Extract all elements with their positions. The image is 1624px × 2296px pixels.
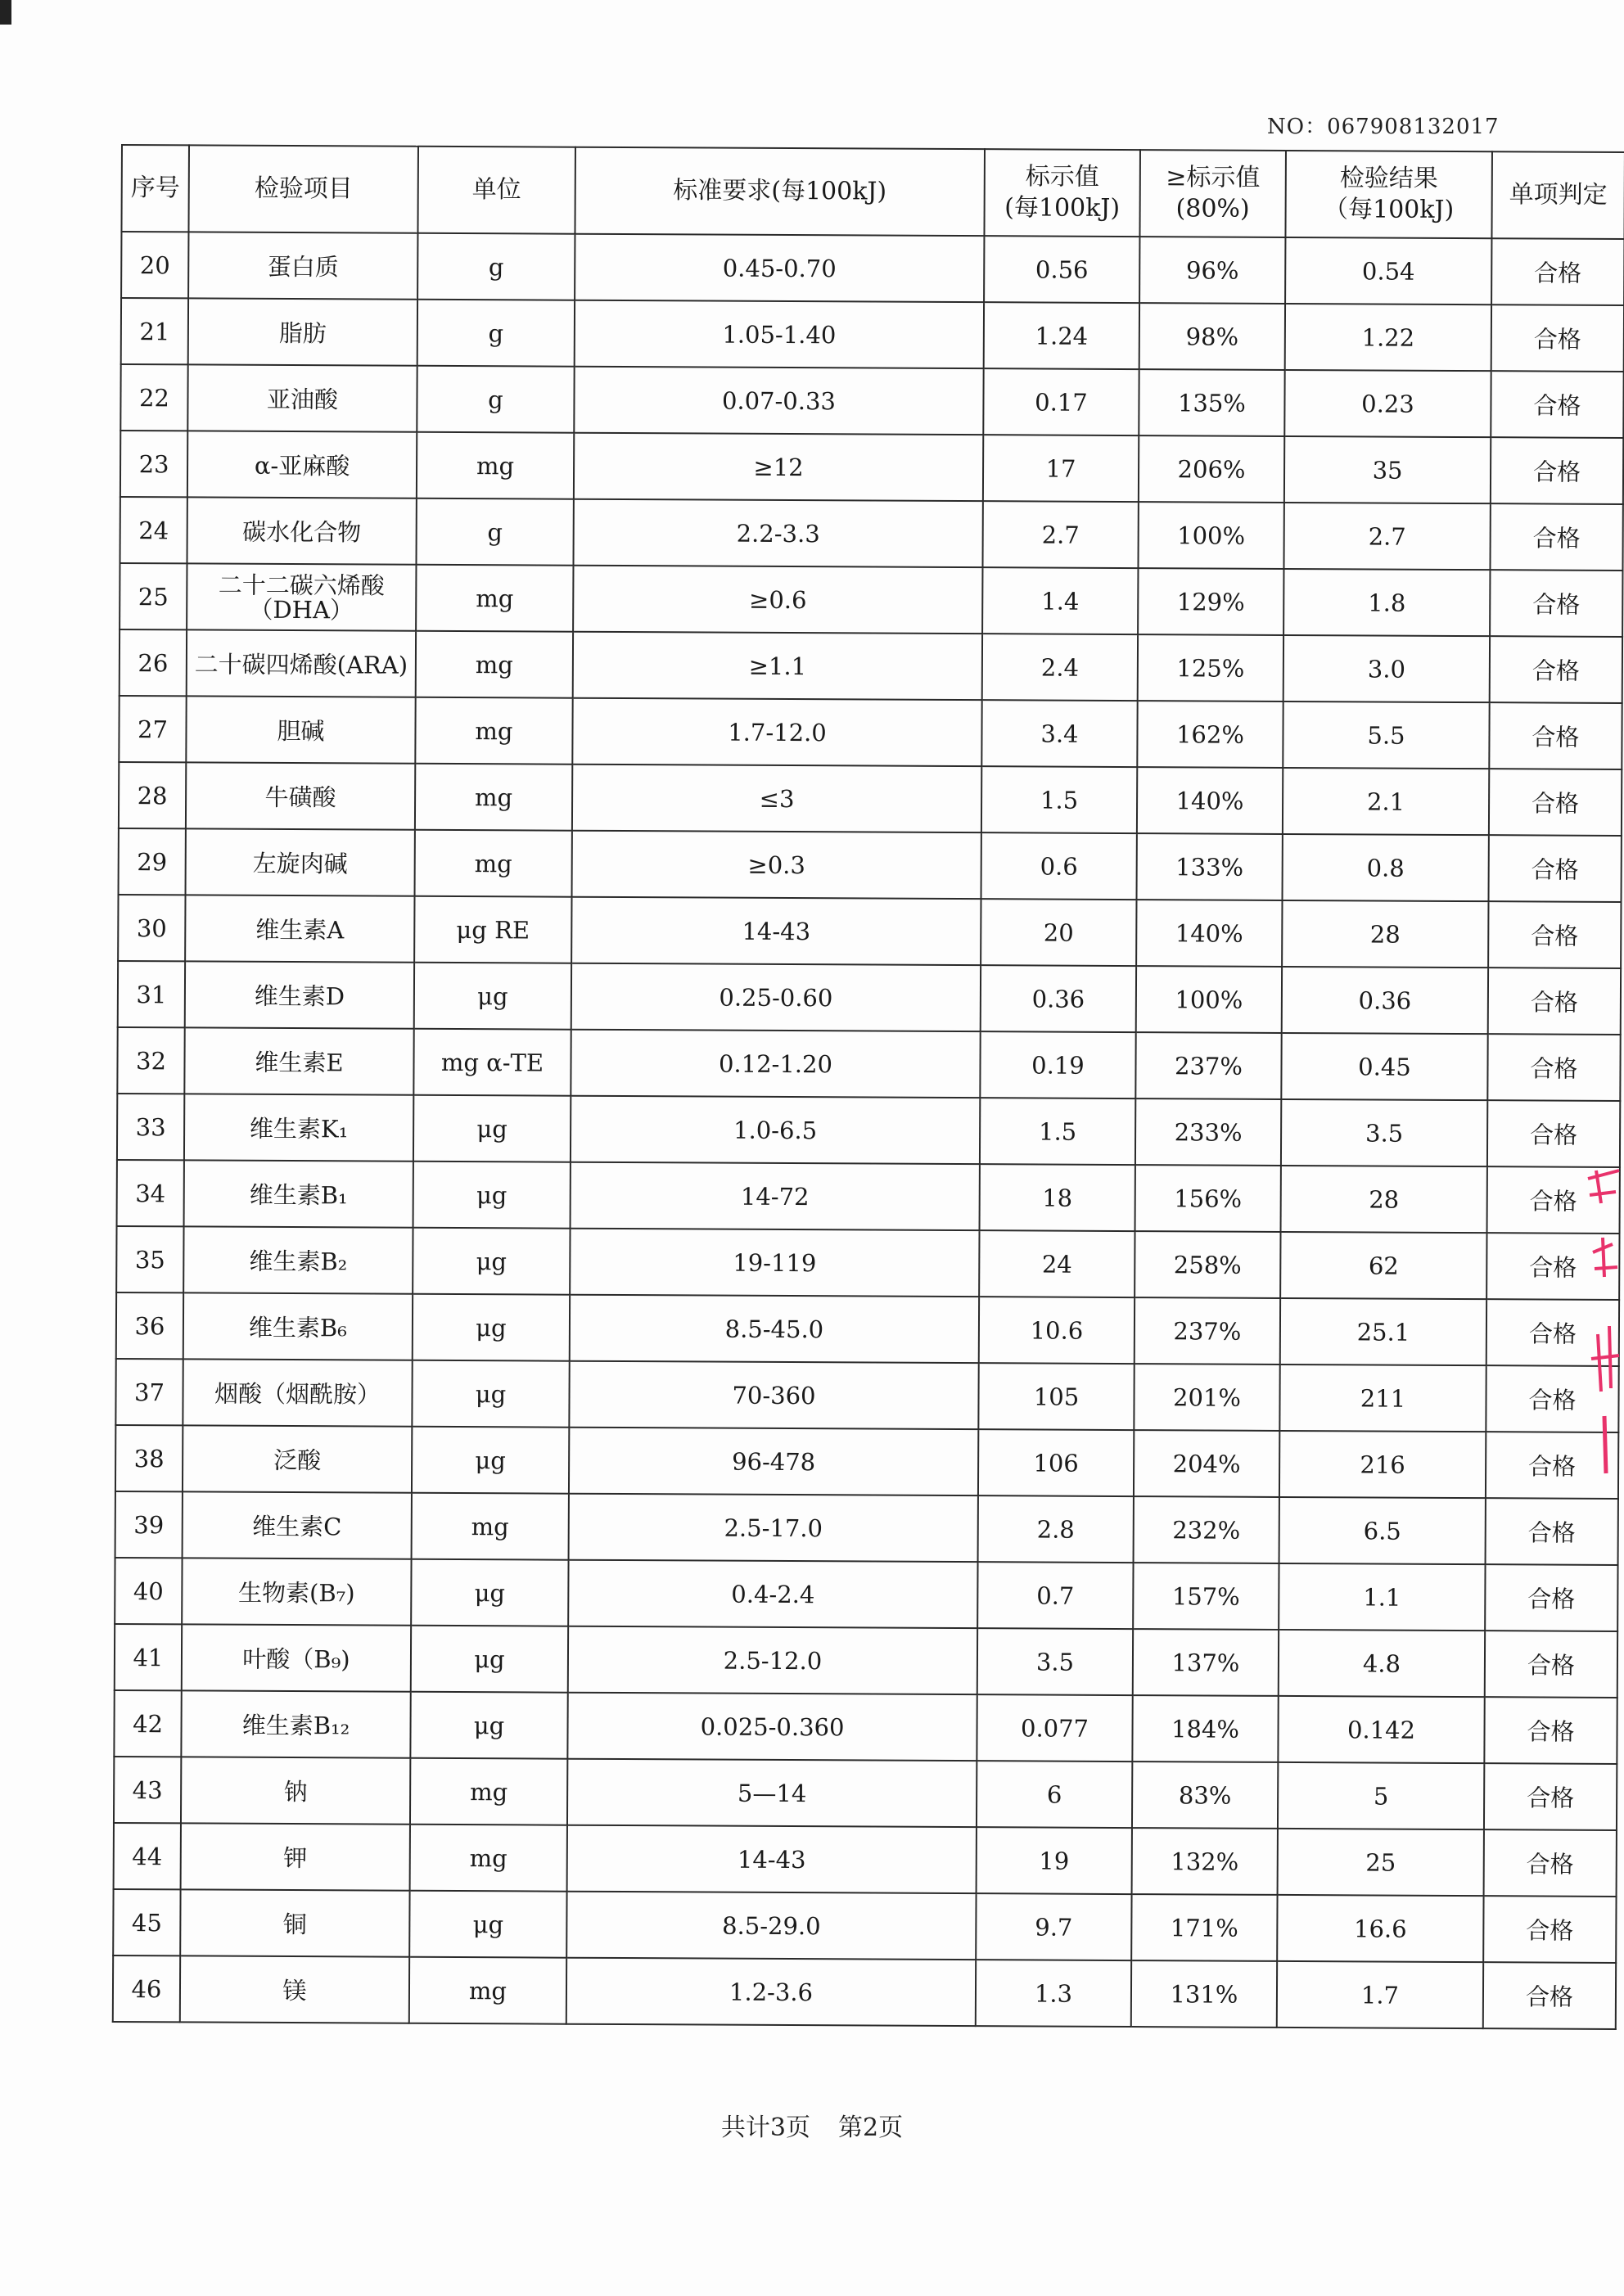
cell-unit: μg bbox=[413, 1095, 571, 1162]
cell-label-value: 0.6 bbox=[981, 832, 1137, 900]
table-row bbox=[121, 298, 1624, 372]
cell-pct: 157% bbox=[1133, 1563, 1279, 1630]
cell-result: 25.1 bbox=[1280, 1298, 1486, 1365]
cell-label-value: 0.17 bbox=[983, 368, 1139, 435]
table-row bbox=[120, 629, 1622, 703]
cell-verdict: 合格 bbox=[1487, 1034, 1620, 1101]
cell-seq: 43 bbox=[114, 1757, 181, 1823]
table-row bbox=[118, 895, 1621, 968]
cell-verdict: 合格 bbox=[1488, 901, 1621, 968]
cell-pct: 237% bbox=[1135, 1297, 1280, 1365]
header-label-value: 标示值 (每100kJ) bbox=[984, 149, 1140, 237]
cell-result: 0.45 bbox=[1281, 1033, 1487, 1100]
cell-unit: μg bbox=[409, 1891, 566, 1958]
cell-unit: μg bbox=[411, 1626, 568, 1693]
cell-item: 碳水化合物 bbox=[187, 497, 416, 564]
cell-label-value: 1.24 bbox=[984, 302, 1139, 369]
cell-pct: 100% bbox=[1138, 502, 1283, 569]
table-row bbox=[115, 1558, 1617, 1631]
table-row bbox=[118, 961, 1621, 1035]
cell-item: α-亚麻酸 bbox=[187, 431, 417, 498]
cell-label-value: 3.4 bbox=[981, 700, 1137, 767]
header-result: 检验结果 （每100kJ) bbox=[1285, 151, 1492, 238]
table-header-row bbox=[121, 145, 1624, 239]
cell-standard: 0.45-0.70 bbox=[575, 234, 984, 302]
cell-label-value: 2.4 bbox=[982, 634, 1138, 701]
cell-pct: 156% bbox=[1135, 1165, 1281, 1232]
cell-verdict: 合格 bbox=[1484, 1697, 1617, 1764]
cell-pct: 133% bbox=[1137, 833, 1283, 900]
cell-standard: 0.07-0.33 bbox=[574, 367, 983, 435]
cell-result: 0.36 bbox=[1282, 967, 1488, 1034]
cell-verdict: 合格 bbox=[1488, 835, 1621, 902]
cell-result: 1.7 bbox=[1277, 1961, 1483, 2028]
cell-unit: μg RE bbox=[414, 896, 571, 963]
cell-standard: 14-43 bbox=[571, 897, 981, 965]
cell-verdict: 合格 bbox=[1486, 1233, 1619, 1300]
cell-label-value: 0.36 bbox=[981, 965, 1136, 1032]
cell-unit: g bbox=[417, 366, 574, 433]
cell-label-value: 18 bbox=[980, 1164, 1135, 1231]
cell-label-value: 17 bbox=[983, 435, 1139, 502]
cell-label-value: 1.5 bbox=[980, 1098, 1135, 1165]
cell-label-value: 0.077 bbox=[977, 1694, 1132, 1761]
cell-label-value: 0.7 bbox=[977, 1562, 1133, 1629]
cell-label-value: 6 bbox=[977, 1761, 1132, 1828]
cell-standard: ≥0.6 bbox=[573, 566, 982, 634]
cell-seq: 45 bbox=[113, 1889, 180, 1955]
cell-standard: ≥1.1 bbox=[573, 632, 982, 700]
cell-unit: mg bbox=[415, 697, 572, 765]
header-unit: 单位 bbox=[417, 147, 575, 234]
table-row bbox=[114, 1690, 1617, 1764]
cell-result: 62 bbox=[1280, 1232, 1486, 1299]
table-row bbox=[119, 828, 1622, 902]
cell-item: 蛋白质 bbox=[188, 232, 417, 299]
cell-label-value: 19 bbox=[977, 1827, 1132, 1894]
cell-result: 5.5 bbox=[1283, 701, 1489, 769]
cell-item: 镁 bbox=[180, 1955, 409, 2023]
cell-unit: g bbox=[417, 233, 575, 300]
cell-result: 35 bbox=[1284, 436, 1491, 503]
cell-unit: μg bbox=[411, 1559, 568, 1626]
cell-seq: 42 bbox=[114, 1690, 181, 1757]
cell-pct: 131% bbox=[1131, 1960, 1277, 2028]
cell-verdict: 合格 bbox=[1485, 1564, 1617, 1631]
cell-seq: 37 bbox=[115, 1359, 183, 1425]
cell-seq: 25 bbox=[120, 563, 187, 629]
cell-standard: 96-478 bbox=[569, 1428, 978, 1495]
cell-unit: mg bbox=[417, 432, 574, 499]
cell-seq: 22 bbox=[120, 364, 187, 431]
cell-standard: 8.5-29.0 bbox=[566, 1892, 976, 1960]
cell-standard: ≤3 bbox=[572, 765, 981, 832]
table-row bbox=[114, 1823, 1617, 1897]
cell-result: 211 bbox=[1279, 1365, 1486, 1432]
cell-verdict: 合格 bbox=[1487, 1166, 1620, 1234]
cell-unit: g bbox=[417, 300, 575, 367]
cell-unit: μg bbox=[413, 1294, 570, 1361]
cell-result: 0.142 bbox=[1278, 1696, 1484, 1763]
cell-label-value: 3.5 bbox=[977, 1628, 1133, 1695]
table-row bbox=[121, 232, 1624, 305]
cell-result: 216 bbox=[1279, 1431, 1486, 1498]
cell-unit: g bbox=[416, 498, 573, 566]
cell-item: 二十二碳六烯酸 （DHA） bbox=[187, 563, 416, 630]
table-row bbox=[117, 1027, 1620, 1101]
cell-item: 维生素A bbox=[185, 895, 414, 962]
cell-seq: 32 bbox=[117, 1027, 184, 1094]
cell-label-value: 2.7 bbox=[982, 501, 1138, 568]
table-body bbox=[113, 232, 1624, 2029]
cell-seq: 34 bbox=[117, 1160, 184, 1226]
cell-standard: 2.5-17.0 bbox=[569, 1494, 978, 1562]
table-row bbox=[116, 1292, 1619, 1366]
cell-label-value: 0.19 bbox=[980, 1031, 1135, 1098]
cell-standard: ≥0.3 bbox=[572, 831, 981, 899]
total-pages: 共计3页 bbox=[720, 2113, 810, 2142]
cell-unit: mg bbox=[415, 830, 572, 897]
header-item: 检验项目 bbox=[188, 145, 418, 232]
cell-verdict: 合格 bbox=[1486, 1299, 1619, 1366]
cell-label-value: 10.6 bbox=[979, 1297, 1135, 1364]
cell-label-value: 1.3 bbox=[976, 1960, 1131, 2027]
cell-pct: 137% bbox=[1133, 1629, 1279, 1696]
cell-standard: 0.4-2.4 bbox=[568, 1560, 977, 1628]
cell-pct: 184% bbox=[1132, 1695, 1278, 1762]
cell-label-value: 9.7 bbox=[976, 1893, 1131, 1960]
cell-item: 钠 bbox=[181, 1757, 410, 1824]
cell-pct: 258% bbox=[1135, 1231, 1280, 1298]
cell-item: 钾 bbox=[181, 1823, 410, 1890]
cell-result: 0.8 bbox=[1283, 834, 1489, 901]
header-pct-label: ≥标示值 (80%) bbox=[1139, 150, 1286, 237]
cell-result: 0.23 bbox=[1284, 370, 1491, 437]
cell-label-value: 1.5 bbox=[981, 766, 1137, 833]
cell-unit: μg bbox=[413, 1162, 571, 1229]
cell-seq: 38 bbox=[115, 1425, 183, 1491]
cell-seq: 20 bbox=[121, 232, 188, 298]
cell-seq: 28 bbox=[119, 762, 186, 828]
cell-unit: mg bbox=[409, 1957, 566, 2024]
cell-pct: 233% bbox=[1135, 1098, 1281, 1166]
cell-result: 6.5 bbox=[1279, 1497, 1486, 1564]
cell-item: 维生素E bbox=[184, 1027, 413, 1094]
cell-label-value: 1.4 bbox=[982, 567, 1138, 634]
cell-verdict: 合格 bbox=[1491, 238, 1624, 305]
cell-seq: 46 bbox=[113, 1955, 180, 2022]
cell-unit: mg bbox=[412, 1493, 569, 1560]
cell-standard: 1.05-1.40 bbox=[575, 300, 984, 368]
cell-label-value: 20 bbox=[981, 899, 1136, 966]
cell-unit: μg bbox=[410, 1692, 567, 1759]
cell-result: 0.54 bbox=[1285, 237, 1491, 304]
cell-item: 维生素B₁ bbox=[184, 1160, 413, 1227]
page-footer bbox=[0, 2107, 1624, 2143]
cell-item: 维生素B₂ bbox=[183, 1226, 413, 1293]
cell-label-value: 106 bbox=[978, 1429, 1134, 1496]
header-seq: 序号 bbox=[121, 145, 189, 232]
cell-verdict: 合格 bbox=[1483, 1896, 1616, 1963]
cell-verdict: 合格 bbox=[1484, 1763, 1617, 1830]
cell-standard: 8.5-45.0 bbox=[570, 1295, 979, 1363]
table-row bbox=[115, 1359, 1618, 1432]
current-page: 第2页 bbox=[838, 2113, 904, 2142]
cell-pct: 135% bbox=[1139, 369, 1284, 436]
cell-unit: mg bbox=[410, 1758, 567, 1825]
cell-unit: μg bbox=[414, 963, 571, 1030]
table-row bbox=[119, 762, 1622, 836]
cell-seq: 30 bbox=[118, 895, 185, 961]
cell-verdict: 合格 bbox=[1485, 1631, 1617, 1698]
cell-item: 叶酸（B₉) bbox=[182, 1624, 411, 1691]
cell-seq: 21 bbox=[121, 298, 188, 364]
cell-standard: 2.5-12.0 bbox=[568, 1626, 977, 1694]
cell-verdict: 合格 bbox=[1490, 636, 1622, 703]
cell-result: 25 bbox=[1278, 1829, 1484, 1896]
cell-item: 胆碱 bbox=[186, 696, 415, 763]
cell-pct: 140% bbox=[1136, 900, 1282, 967]
cell-seq: 41 bbox=[115, 1624, 182, 1690]
table-row bbox=[114, 1757, 1617, 1830]
cell-result: 28 bbox=[1281, 1166, 1487, 1233]
cell-standard: 1.0-6.5 bbox=[571, 1096, 980, 1164]
table-row bbox=[120, 364, 1623, 438]
table-row bbox=[120, 497, 1622, 571]
cell-seq: 44 bbox=[114, 1823, 181, 1889]
cell-label-value: 24 bbox=[979, 1230, 1135, 1297]
cell-item: 泛酸 bbox=[183, 1425, 412, 1492]
cell-standard: 0.025-0.360 bbox=[567, 1693, 977, 1761]
table-row bbox=[120, 563, 1622, 637]
cell-seq: 29 bbox=[119, 828, 186, 895]
cell-verdict: 合格 bbox=[1491, 371, 1623, 438]
cell-unit: mg bbox=[416, 565, 573, 632]
cell-result: 3.5 bbox=[1281, 1099, 1487, 1166]
cell-unit: μg bbox=[412, 1360, 569, 1428]
cell-seq: 36 bbox=[116, 1292, 183, 1359]
cell-pct: 171% bbox=[1131, 1894, 1277, 1961]
table-row bbox=[115, 1425, 1618, 1499]
cell-verdict: 合格 bbox=[1484, 1829, 1617, 1897]
header-standard: 标准要求(每100kJ) bbox=[575, 147, 985, 236]
scan-edge-mark bbox=[0, 0, 11, 25]
cell-standard: 19-119 bbox=[570, 1229, 979, 1297]
table-row bbox=[117, 1094, 1620, 1167]
cell-standard: 14-72 bbox=[571, 1162, 980, 1230]
cell-pct: 237% bbox=[1135, 1032, 1281, 1099]
cell-item: 二十碳四烯酸(ARA) bbox=[187, 629, 416, 697]
cell-verdict: 合格 bbox=[1489, 702, 1622, 769]
cell-pct: 100% bbox=[1136, 966, 1282, 1033]
cell-seq: 23 bbox=[120, 431, 187, 497]
cell-verdict: 合格 bbox=[1486, 1498, 1618, 1565]
cell-unit: μg bbox=[412, 1427, 569, 1494]
cell-result: 1.8 bbox=[1283, 569, 1490, 636]
cell-seq: 26 bbox=[120, 629, 187, 696]
cell-pct: 129% bbox=[1138, 568, 1283, 635]
cell-unit: mg bbox=[416, 631, 573, 698]
cell-label-value: 0.56 bbox=[984, 236, 1139, 303]
cell-result: 2.1 bbox=[1283, 768, 1489, 835]
table-row bbox=[120, 431, 1623, 504]
cell-item: 维生素C bbox=[183, 1491, 412, 1558]
cell-item: 牛磺酸 bbox=[186, 762, 415, 829]
cell-label-value: 105 bbox=[978, 1363, 1134, 1430]
cell-seq: 35 bbox=[116, 1226, 183, 1292]
table-row bbox=[115, 1624, 1617, 1698]
cell-pct: 140% bbox=[1137, 767, 1283, 834]
cell-unit: mg α-TE bbox=[413, 1029, 571, 1096]
cell-pct: 98% bbox=[1139, 303, 1285, 370]
inspection-table bbox=[112, 144, 1624, 2030]
cell-result: 16.6 bbox=[1277, 1895, 1483, 1962]
report-number: NO：067908132017 bbox=[1267, 115, 1500, 139]
cell-result: 5 bbox=[1278, 1762, 1484, 1829]
header-verdict: 单项判定 bbox=[1491, 151, 1624, 239]
cell-label-value: 2.8 bbox=[978, 1495, 1134, 1563]
cell-verdict: 合格 bbox=[1486, 1432, 1618, 1499]
cell-item: 维生素B₁₂ bbox=[181, 1690, 410, 1757]
cell-standard: 70-360 bbox=[569, 1361, 978, 1429]
cell-result: 28 bbox=[1282, 900, 1488, 968]
table-row bbox=[119, 696, 1622, 769]
cell-verdict: 合格 bbox=[1488, 968, 1621, 1035]
cell-seq: 31 bbox=[118, 961, 185, 1027]
cell-seq: 39 bbox=[115, 1491, 183, 1558]
cell-seq: 33 bbox=[117, 1094, 184, 1160]
cell-item: 亚油酸 bbox=[187, 364, 417, 431]
cell-pct: 232% bbox=[1134, 1496, 1279, 1563]
cell-verdict: 合格 bbox=[1487, 1100, 1620, 1167]
cell-verdict: 合格 bbox=[1489, 769, 1622, 836]
cell-standard: 5—14 bbox=[567, 1759, 977, 1827]
cell-result: 1.22 bbox=[1285, 304, 1491, 371]
cell-pct: 204% bbox=[1134, 1430, 1279, 1497]
cell-pct: 83% bbox=[1132, 1761, 1278, 1829]
cell-pct: 162% bbox=[1137, 701, 1283, 768]
cell-item: 维生素D bbox=[185, 961, 414, 1028]
cell-verdict: 合格 bbox=[1491, 304, 1624, 372]
cell-pct: 206% bbox=[1139, 435, 1284, 503]
cell-seq: 24 bbox=[120, 497, 187, 563]
cell-item: 维生素B₆ bbox=[183, 1292, 413, 1360]
cell-item: 脂肪 bbox=[188, 298, 417, 365]
cell-result: 2.7 bbox=[1283, 503, 1490, 570]
cell-standard: 1.7-12.0 bbox=[572, 698, 981, 766]
table-row bbox=[113, 1889, 1616, 1963]
cell-standard: 14-43 bbox=[567, 1825, 977, 1893]
cell-item: 左旋肉碱 bbox=[186, 828, 415, 895]
cell-unit: mg bbox=[415, 764, 572, 831]
cell-verdict: 合格 bbox=[1490, 503, 1622, 571]
cell-verdict: 合格 bbox=[1486, 1365, 1618, 1432]
table-row bbox=[113, 1955, 1616, 2029]
cell-unit: μg bbox=[413, 1228, 570, 1295]
cell-result: 4.8 bbox=[1279, 1630, 1485, 1697]
cell-pct: 132% bbox=[1132, 1828, 1278, 1895]
table-row bbox=[116, 1226, 1619, 1300]
cell-verdict: 合格 bbox=[1483, 1962, 1616, 2029]
cell-standard: 1.2-3.6 bbox=[566, 1958, 976, 2026]
cell-standard: 0.12-1.20 bbox=[571, 1030, 980, 1098]
table-row bbox=[117, 1160, 1620, 1234]
cell-standard: ≥12 bbox=[574, 433, 983, 501]
cell-pct: 125% bbox=[1138, 634, 1283, 701]
cell-seq: 27 bbox=[119, 696, 186, 762]
cell-result: 1.1 bbox=[1279, 1563, 1485, 1631]
cell-item: 烟酸（烟酰胺） bbox=[183, 1359, 412, 1426]
cell-verdict: 合格 bbox=[1490, 570, 1622, 637]
cell-verdict: 合格 bbox=[1491, 437, 1623, 504]
cell-item: 维生素K₁ bbox=[184, 1094, 413, 1161]
cell-item: 生物素(B₇) bbox=[182, 1558, 411, 1625]
cell-pct: 201% bbox=[1134, 1364, 1279, 1431]
table-row bbox=[115, 1491, 1618, 1565]
cell-item: 铜 bbox=[180, 1889, 409, 1956]
cell-seq: 40 bbox=[115, 1558, 182, 1624]
cell-standard: 0.25-0.60 bbox=[571, 963, 981, 1031]
cell-standard: 2.2-3.3 bbox=[573, 499, 982, 567]
cell-pct: 96% bbox=[1139, 237, 1285, 304]
cell-unit: mg bbox=[410, 1825, 567, 1892]
cell-result: 3.0 bbox=[1283, 635, 1490, 702]
